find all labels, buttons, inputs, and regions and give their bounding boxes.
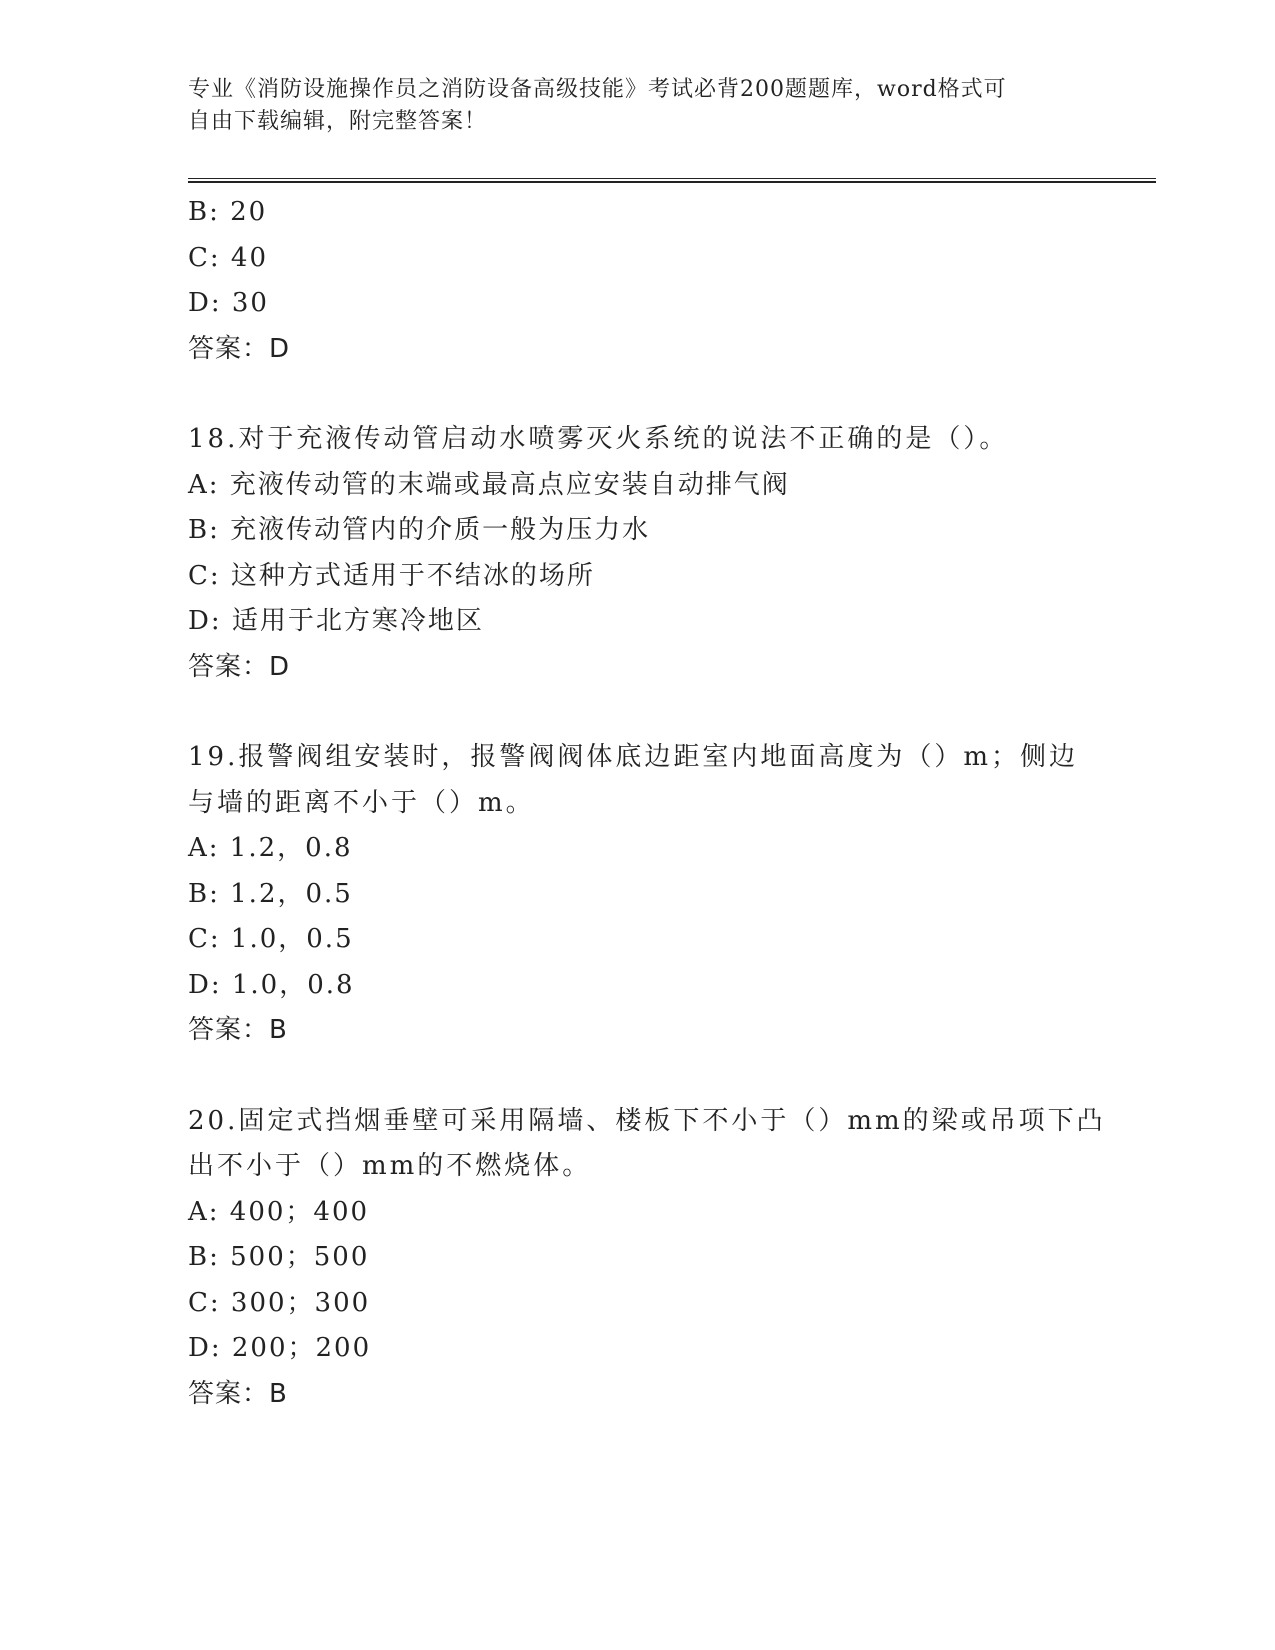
option-c: C: 1.0，0.5 — [188, 924, 354, 954]
option-d: D: 1.0，0.8 — [188, 969, 355, 1000]
question-18 — [188, 417, 1088, 690]
answer-line: 答案：D — [188, 651, 291, 682]
option-a: A: 400；400 — [188, 1196, 370, 1227]
header-rule-thick — [188, 181, 1156, 183]
question-20 — [188, 1099, 1106, 1418]
question-17-tail — [188, 190, 1088, 372]
option-a: A: 1.2，0.8 — [188, 833, 353, 863]
option-d: D: 30 — [188, 288, 269, 318]
option-b: B: 充液传动管内的介质一般为压力水 — [188, 515, 651, 545]
option-d: D: 200；200 — [188, 1333, 372, 1363]
question-stem-line-1: 20.固定式挡烟垂壁可采用隔墙、楼板下不小于（）mm的梁或吊项下凸 — [188, 1105, 1106, 1136]
option-b: B: 20 — [188, 197, 268, 227]
question-list — [188, 190, 1106, 1417]
document-header — [188, 74, 1068, 138]
option-b: B: 1.2，0.5 — [188, 878, 353, 909]
header-line-2: 自由下载编辑，附完整答案！ — [188, 109, 488, 134]
answer-line: 答案：D — [188, 333, 291, 364]
header-rule-thin — [188, 178, 1156, 179]
question-stem-line-2: 与墙的距离不小于（）m。 — [188, 787, 535, 818]
option-c: C: 300；300 — [188, 1287, 371, 1318]
option-d: D: 适用于北方寒冷地区 — [188, 606, 484, 636]
option-c: C: 这种方式适用于不结冰的场所 — [188, 560, 595, 591]
question-stem-line-1: 19.报警阀组安装时，报警阀阀体底边距室内地面高度为（）m；侧边 — [188, 742, 1079, 772]
option-a: A: 充液传动管的末端或最高点应安装自动排气阀 — [188, 469, 790, 500]
answer-line: 答案：B — [188, 1378, 288, 1409]
question-19 — [188, 735, 1088, 1054]
question-stem: 18.对于充液传动管启动水喷雾灭火系统的说法不正确的是（）。 — [188, 424, 1009, 454]
answer-line: 答案：B — [188, 1015, 288, 1045]
header-line-1: 专业《消防设施操作员之消防设备高级技能》考试必背200题题库，word格式可 — [188, 77, 1007, 102]
option-c: C: 40 — [188, 242, 269, 273]
option-b: B: 500；500 — [188, 1242, 370, 1272]
question-stem-line-2: 出不小于（）mm的不燃烧体。 — [188, 1151, 592, 1181]
